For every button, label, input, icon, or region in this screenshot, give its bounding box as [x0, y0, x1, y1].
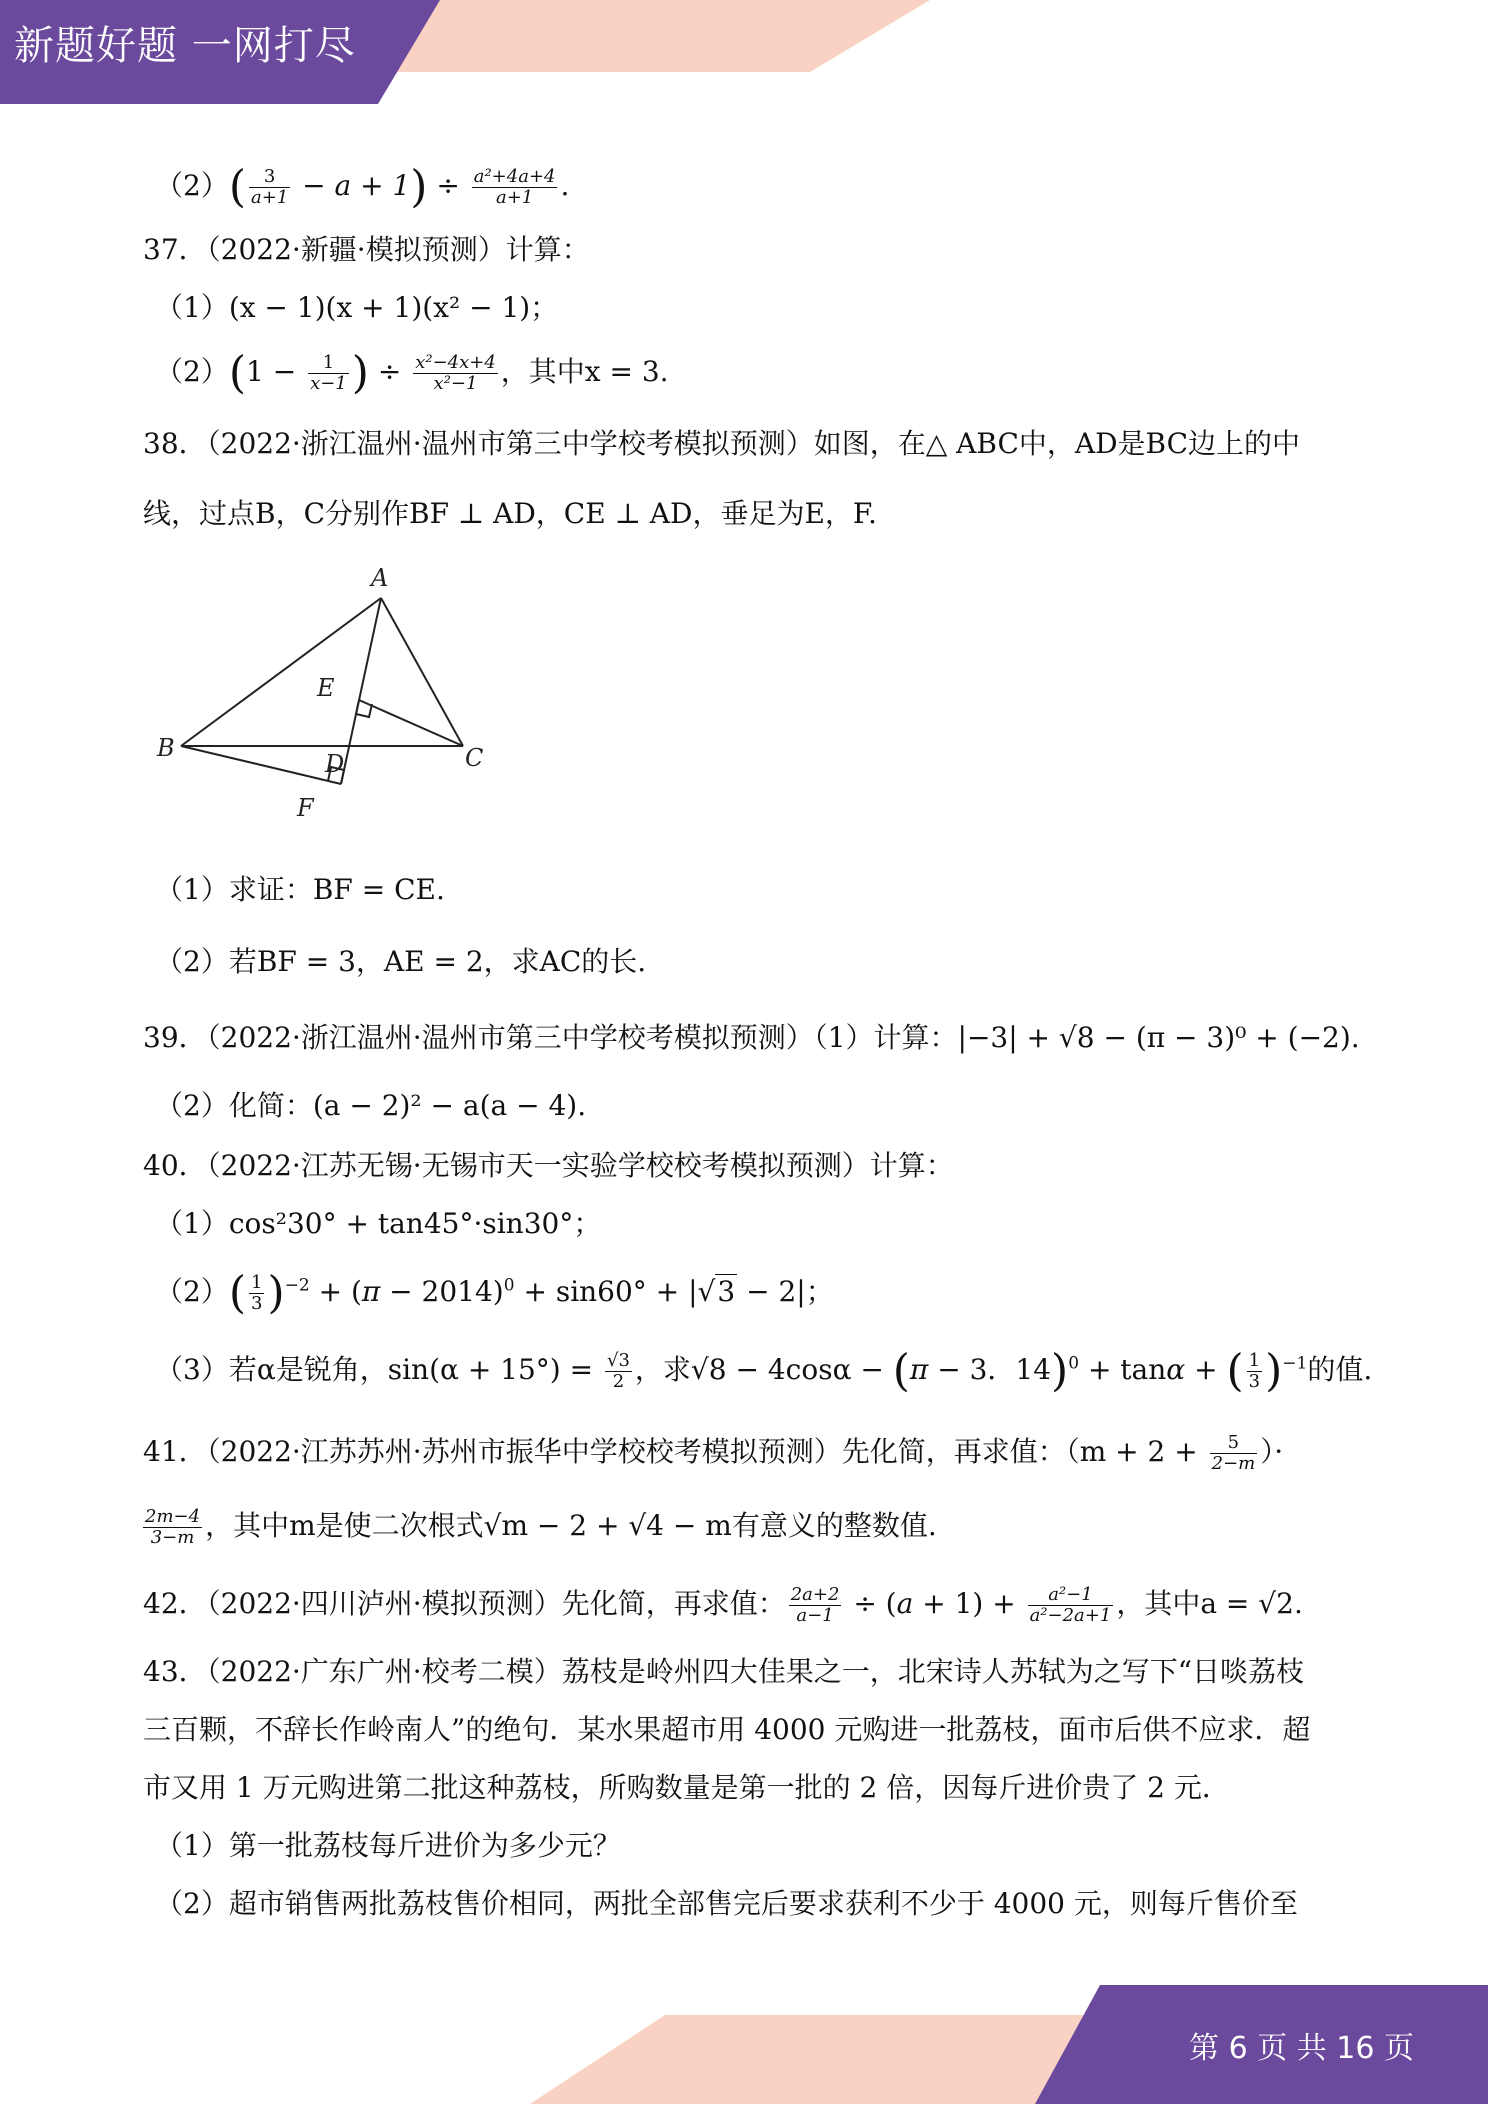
q39-part2: （2）化简：(a − 2)² − a(a − 4).	[155, 1089, 587, 1122]
vertex-label-a: A	[371, 566, 389, 592]
header-title: 新题好题 一网打尽	[14, 23, 356, 69]
vertex-label-c: C	[465, 744, 484, 772]
page-number: 第 6 页 共 16 页	[1189, 2031, 1414, 2066]
q43-part2: （2）超市销售两批荔枝售价相同，两批全部售完后要求获利不少于 4000 元，则每斤售价至	[155, 1887, 1298, 1920]
q38-part1: （1）求证：BF = CE.	[155, 873, 445, 906]
q40-heading: 40．（2022·江苏无锡·无锡市天一实验学校校考模拟预测）计算：	[143, 1149, 954, 1182]
vertex-label-b: B	[157, 734, 175, 762]
q43-line1: 43．（2022·广东广州·校考二模）荔枝是岭州四大佳果之一，北宋诗人苏轼为之写下“日啖荔枝	[143, 1655, 1305, 1688]
q37-part2: （2）(1 − $\frac{1}{x-1}$ ) ÷ $\frac{\text{x²−4x+4}}{\text{x²−1}}$ ，其中x = 3.	[155, 347, 669, 399]
q37-part1: （1）(x − 1)(x + 1)(x² − 1)；	[155, 291, 559, 324]
q42-heading: 42．（2022·四川泸州·模拟预测）先化简，再求值： $\frac{2a+2}{a-1}$ ÷ (a + 1) + $\frac{\text{a²−1}}{\text{a²−2a+1}}$ ，其中a = √2.	[143, 1584, 1303, 1626]
vertex-label-f: F	[297, 794, 314, 822]
q43-line3: 市又用 1 万元购进第二批这种荔枝，所购数量是第一批的 2 倍，因每斤进价贵了 2 元．	[143, 1771, 1230, 1804]
q38-continued: 线，过点B，C分别作BF ⊥ AD，CE ⊥ AD，垂足为E，F.	[143, 497, 877, 530]
q40-part3: （3）若α是锐角，sin(α + 15°) = $\frac{√3}{2}$ ，求√8 − 4cosα − (π − 3．14)$^0$ + tanα + ( $\frac{1}{3}$ )$^{-1}$的值.	[155, 1345, 1373, 1397]
q39-heading: 39．（2022·浙江温州·温州市第三中学校考模拟预测）（1）计算：|−3| + √8 − (π − 3)⁰ + (−2).	[143, 1021, 1360, 1054]
q38-heading: 38．（2022·浙江温州·温州市第三中学校考模拟预测）如图，在△ ABC中，AD是BC边上的中	[143, 427, 1301, 460]
vertex-label-d: D	[325, 750, 345, 778]
q40-part1: （1）cos²30° + tan45°·sin30°；	[155, 1207, 602, 1240]
q41-continued: $\frac{2m-4}{3-m}$ ，其中m是使二次根式√m − 2 + √4 − m有意义的整数值.	[145, 1506, 937, 1548]
q40-part2: （2）( $\frac{1}{3}$ )$^{-2} + (\pi - 2014)^0 + \sin 60^\circ + |√3 - 2|$；	[155, 1267, 834, 1319]
vertex-label-e: E	[317, 674, 335, 702]
q38-part2: （2）若BF = 3，AE = 2，求AC的长.	[155, 945, 647, 978]
q43-part1: （1）第一批荔枝每斤进价为多少元？	[155, 1829, 621, 1862]
q37-heading: 37．（2022·新疆·模拟预测）计算：	[143, 233, 590, 266]
q41-heading: 41．（2022·江苏苏州·苏州市振华中学校校考模拟预测）先化简，再求值：（m + 2 + $\frac{5}{2-m}$ ）·	[143, 1432, 1284, 1474]
triangle-figure	[143, 566, 503, 986]
q36-part2: （2）( $\frac{3}{a+1}$ − a + 1) ÷ $\frac{\text{a²+4a+4}}{a+1}$ .	[155, 161, 570, 213]
q43-line2: 三百颗，不辞长作岭南人”的绝句．某水果超市用 4000 元购进一批荔枝，面市后供不应求．超	[143, 1713, 1311, 1746]
